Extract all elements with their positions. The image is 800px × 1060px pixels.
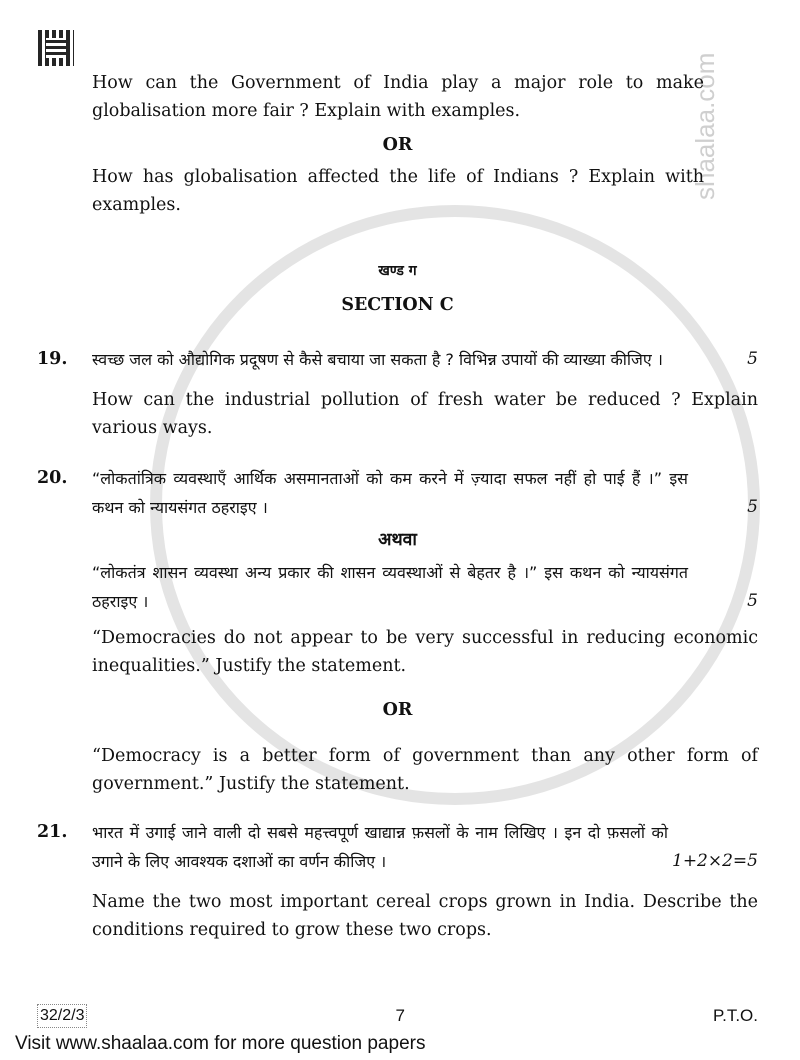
q19-number: 19.: [37, 349, 68, 369]
q21-number: 21.: [37, 822, 68, 842]
section-title: SECTION C: [341, 295, 454, 315]
q20-english: “Democracies do not appear to be very successful in reducing economic inequalities.” Justify the statement.: [92, 628, 758, 676]
q20-hindi: “लोकतांत्रिक व्यवस्थाएँ आर्थिक असमानताओं को कम करने में ज़्यादा सफल नहीं हो पाई हैं ।” इस कथन को न्यायसंगत ठहराइए ।: [92, 469, 688, 517]
q20-marks: 5: [747, 497, 758, 517]
section-hindi: खण्ड ग: [378, 263, 417, 279]
visit-link[interactable]: Visit www.shaalaa.com for more question papers: [15, 1033, 426, 1054]
page-footer: [15, 984, 758, 1060]
q21-row: [37, 818, 758, 876]
q20-alt-hindi: “लोकतंत्र शासन व्यवस्था अन्य प्रकार की शासन व्यवस्थाओं से बेहतर है ।” इस कथन को न्यायसंगत ठहराइए ।: [92, 563, 688, 611]
q18-english: How can the Government of India play a major role to make globalisation more fair ? Explain with examples.: [92, 73, 704, 121]
q18-alt-english: How has globalisation affected the life of Indians ? Explain with examples.: [92, 167, 704, 215]
q20-or-hindi: अथवा: [378, 530, 417, 550]
pto-label: P.T.O.: [712, 1006, 758, 1025]
q19-hindi: स्वच्छ जल को औद्योगिक प्रदूषण से कैसे बचाया जा सकता है ? विभिन्न उपायों की व्याख्या कीजिए ।: [92, 350, 663, 369]
q20-number: 20.: [37, 468, 68, 488]
q19-row: [37, 345, 758, 374]
paper-code: 32/2/3: [37, 1004, 87, 1028]
q19-marks: 5: [747, 349, 758, 369]
q21-english: Name the two most important cereal crops grown in India. Describe the conditions required to grow these two crops.: [92, 892, 758, 940]
q18-block: [37, 69, 758, 219]
page-number: 7: [395, 1006, 405, 1025]
q20-row: [37, 464, 758, 522]
footer-row: [37, 1004, 758, 1028]
q20-alt-english: “Democracy is a better form of government than any other form of government.” Justify the statement.: [92, 746, 758, 794]
watermark-text: shaalaa.com: [690, 52, 720, 200]
q18-or: OR: [382, 135, 413, 155]
q20-alt-row: [37, 558, 758, 616]
q21-hindi: भारत में उगाई जाने वाली दो सबसे महत्त्वपूर्ण खाद्यान्न फ़सलों के नाम लिखिए । इन दो फ़सलों को उगाने के लिए आवश्यक दशाओं का वर्णन कीजिए ।: [92, 823, 668, 871]
q21-marks: 1+2×2=5: [672, 851, 758, 871]
q20-alt-marks: 5: [747, 591, 758, 611]
q19-english: How can the industrial pollution of fresh water be reduced ? Explain various ways.: [92, 390, 758, 438]
q20-or: OR: [382, 700, 413, 720]
